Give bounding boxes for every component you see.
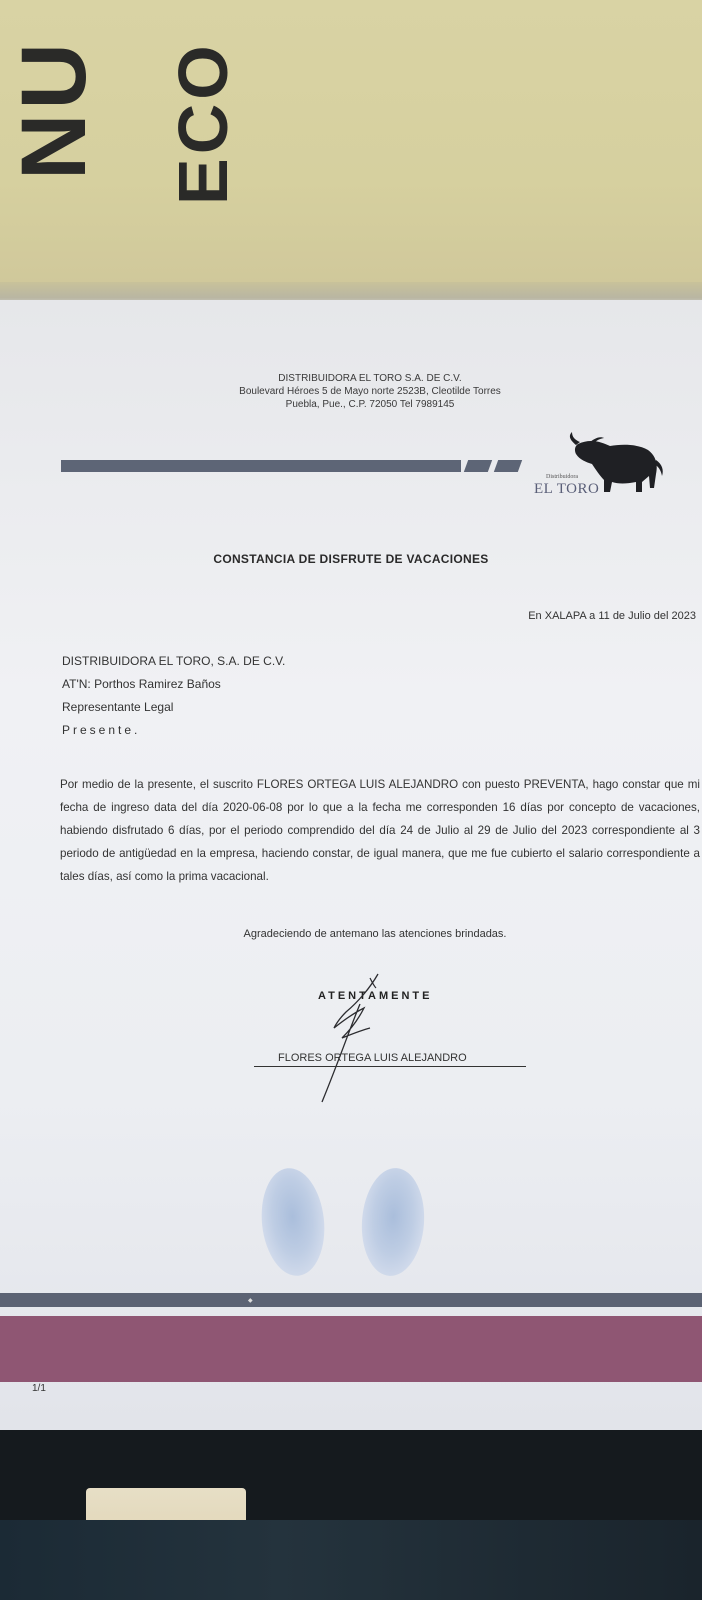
signer-name: FLORES ORTEGA LUIS ALEJANDRO <box>278 1052 467 1064</box>
addressee-company: DISTRIBUIDORA EL TORO, S.A. DE C.V. <box>62 654 286 668</box>
background-object <box>0 1520 702 1600</box>
yellow-folder <box>0 0 702 300</box>
addressee-role: Representante Legal <box>62 700 174 714</box>
folder-text-1: NU <box>3 39 105 180</box>
header-bar-segment <box>464 460 492 472</box>
company-address-2: Puebla, Pue., C.P. 72050 Tel 7989145 <box>285 399 455 410</box>
signature-line <box>254 1066 526 1067</box>
addressee-presente: Presente. <box>62 723 141 737</box>
body-paragraph: Por medio de la presente, el suscrito FLORES ORTEGA LUIS ALEJANDRO con puesto PREVENTA, hago constar que mi fecha de ingreso data del día 2020-06-08 por lo que a la fecha me corresponden 16 días por concepto de vacaciones, habiendo disfrutado 6 días, por el periodo comprendido del día 24 de Julio al 29 de Julio del 2023 correspondiente al 3 periodo de antigüedad en la empresa, haciendo constar, de igual manera, que me fue cubierto el salario correspondiente a tales días, así como la prima vacacional. <box>60 778 700 883</box>
header-bar-segment <box>494 460 522 472</box>
footer-mark: ◆ <box>248 1298 253 1304</box>
header-bar <box>61 460 461 472</box>
place-date: En XALAPA a 11 de Julio del 2023 <box>528 610 696 622</box>
footer-band <box>0 1316 702 1382</box>
company-name: DISTRIBUIDORA EL TORO S.A. DE C.V. <box>278 373 462 384</box>
page-number: 1/1 <box>32 1383 46 1394</box>
addressee-attention: AT'N: Porthos Ramirez Baños <box>62 677 221 691</box>
handwritten-signature <box>300 968 420 1108</box>
document-title: CONSTANCIA DE DISFRUTE DE VACACIONES <box>213 552 489 566</box>
company-address-1: Boulevard Héroes 5 de Mayo norte 2523B, Cleotilde Torres <box>239 386 501 397</box>
logo-text: EL TORO <box>534 481 600 497</box>
thanks-line: Agradeciendo de antemano las atenciones brindadas. <box>243 928 507 940</box>
closing-atentamente: ATENTAMENTE <box>318 990 433 1002</box>
addressee-block <box>62 650 285 742</box>
folder-text-2: ECO <box>164 41 242 205</box>
company-header <box>200 372 540 411</box>
logo-small-text: Distribuidora <box>546 474 578 480</box>
footer-bar <box>0 1293 702 1307</box>
